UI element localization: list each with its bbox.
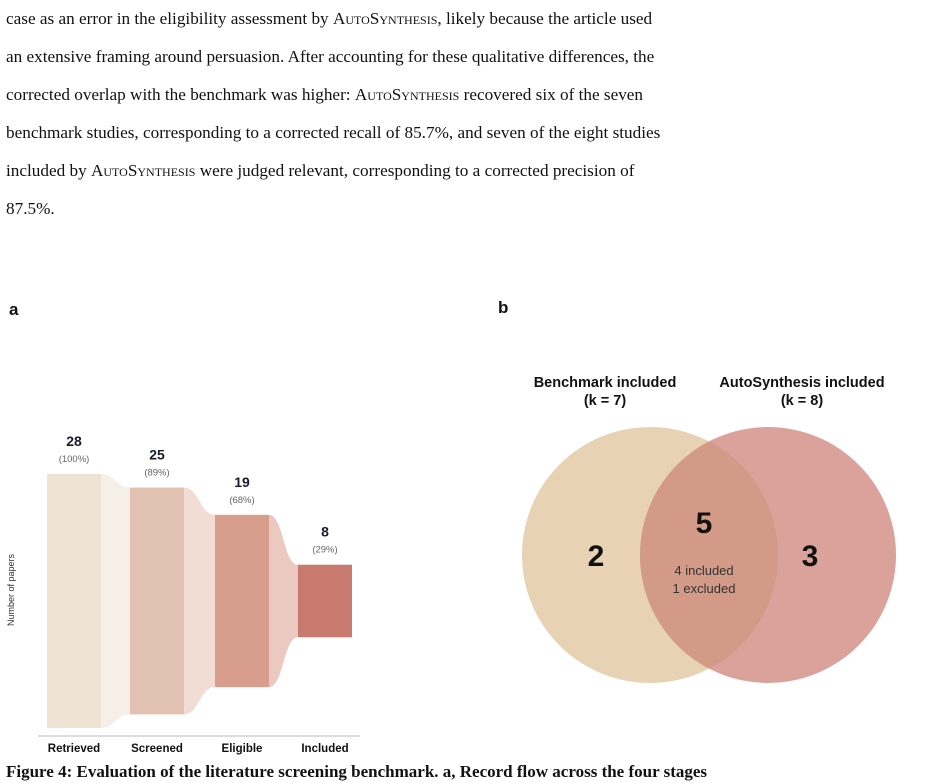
bar-value-label: 8	[321, 523, 329, 540]
x-tick-label: Included	[301, 743, 349, 755]
autosynthesis-name: AutoSynthesis	[332, 9, 438, 28]
venn-diagram	[522, 375, 896, 683]
x-tick-label: Eligible	[221, 743, 263, 755]
bar-value-label: 19	[234, 473, 250, 490]
figure-caption: Figure 4: Evaluation of the literature screening benchmark. a, Record flow across the four stages	[6, 762, 708, 781]
panel-b-label: b	[498, 298, 509, 317]
funnel-connector-screened	[184, 488, 215, 715]
paragraph-line-2: an extensive framing around persuasion. After accounting for these qualitative differences, the	[6, 47, 655, 66]
paragraph-line-5: included by AutoSynthesis were judged relevant, corresponding to a corrected precision of	[6, 161, 635, 180]
overlap-excluded: 1 excluded	[672, 581, 736, 596]
funnel-connector-retrieved	[101, 474, 130, 728]
benchmark-title: Benchmark included	[533, 375, 677, 391]
y-axis-label: Number of papers	[6, 553, 16, 627]
funnel-bar-retrieved	[47, 474, 101, 728]
autosynthesis-title: AutoSynthesis included	[719, 375, 885, 391]
autosynthesis-name: AutoSynthesis	[354, 85, 460, 104]
bar-value-label: 25	[149, 446, 165, 463]
funnel-chart	[6, 433, 360, 755]
autosynthesis-k: (k = 8)	[780, 393, 824, 409]
panel-a-label: a	[9, 300, 19, 319]
left-only-count: 2	[587, 540, 605, 573]
paragraph-line-3: corrected overlap with the benchmark was higher: AutoSynthesis recovered six of the seven	[6, 85, 644, 104]
bar-value-label: 28	[66, 433, 82, 449]
overlap-count: 5	[695, 507, 713, 540]
funnel-connector-eligible	[269, 515, 298, 687]
bar-percent-label: (29%)	[312, 544, 338, 556]
bar-percent-label: (100%)	[58, 454, 90, 465]
bar-percent-label: (68%)	[229, 494, 255, 506]
benchmark-k: (k = 7)	[583, 393, 627, 409]
paragraph-line-6: 87.5%.	[6, 199, 55, 218]
x-tick-label: Retrieved	[47, 743, 101, 755]
paragraph-line-1: case as an error in the eligibility assessment by AutoSynthesis, likely because the article used	[6, 9, 653, 28]
funnel-bar-included	[298, 565, 352, 638]
x-tick-label: Screened	[131, 743, 183, 755]
overlap-included: 4 included	[674, 563, 734, 578]
funnel-bar-eligible	[215, 515, 269, 687]
right-only-count: 3	[801, 540, 819, 573]
paragraph-line-4: benchmark studies, corresponding to a corrected recall of 85.7%, and seven of the eight studies	[6, 123, 661, 142]
funnel-bar-screened	[130, 488, 184, 715]
bar-percent-label: (89%)	[144, 467, 170, 479]
autosynthesis-name: AutoSynthesis	[90, 161, 196, 180]
